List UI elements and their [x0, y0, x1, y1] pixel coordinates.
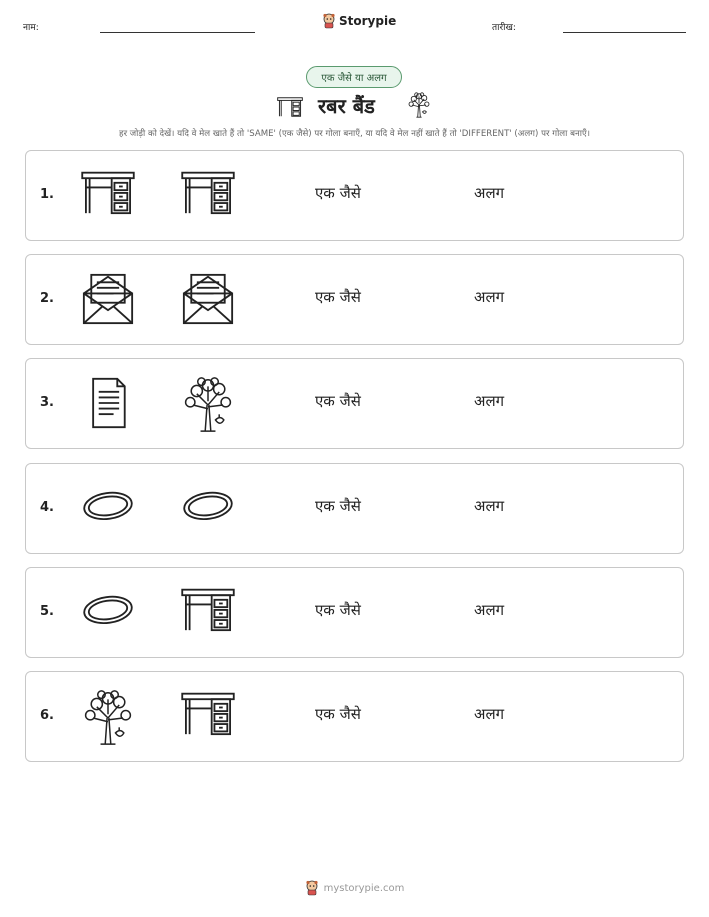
- desk-icon: [276, 96, 304, 118]
- same-option[interactable]: एक जैसे: [315, 184, 361, 202]
- tree-icon: [80, 690, 136, 742]
- title-row: [0, 90, 709, 122]
- question-number: 3.: [40, 395, 54, 410]
- same-option[interactable]: एक जैसे: [315, 497, 361, 515]
- instructions: हर जोड़ी को देखें। यदि वे मेल खाते हैं तो 'SAME' (एक जैसे) पर गोला बनाएँ, या यदि वे मेल नहीं खाते हैं तो 'DIFFERENT' (अलग) पर गोला बनाएँ।: [119, 129, 590, 139]
- storypie-mascot-icon: [305, 880, 319, 896]
- question-number: 4.: [40, 500, 54, 515]
- different-option[interactable]: अलग: [474, 705, 505, 723]
- question-number: 1.: [40, 187, 54, 202]
- name-label: नाम:: [23, 23, 39, 33]
- rubber-band-icon: [80, 586, 136, 638]
- desk-icon: [180, 690, 236, 742]
- question-card: [25, 358, 684, 449]
- different-option[interactable]: अलग: [474, 184, 505, 202]
- footer: [0, 880, 709, 896]
- storypie-mascot-icon: [322, 13, 336, 29]
- desk-icon: [180, 169, 236, 221]
- date-line[interactable]: [563, 32, 686, 33]
- desk-icon: [180, 586, 236, 638]
- different-option[interactable]: अलग: [474, 601, 505, 619]
- desk-icon: [80, 169, 136, 221]
- tree-icon: [180, 377, 236, 429]
- question-card: [25, 671, 684, 762]
- rubber-band-icon: [80, 482, 136, 534]
- page-title: रबर बैंड: [318, 94, 375, 118]
- footer-url: mystorypie.com: [323, 882, 405, 894]
- brand-logo: [322, 13, 396, 29]
- question-number: 6.: [40, 708, 54, 723]
- different-option[interactable]: अलग: [474, 288, 505, 306]
- same-option[interactable]: एक जैसे: [315, 288, 361, 306]
- question-card: [25, 254, 684, 345]
- same-option[interactable]: एक जैसे: [315, 601, 361, 619]
- different-option[interactable]: अलग: [474, 392, 505, 410]
- date-label: तारीख:: [492, 23, 516, 33]
- name-line[interactable]: [100, 32, 255, 33]
- question-card: [25, 150, 684, 241]
- question-number: 5.: [40, 604, 54, 619]
- tree-icon: [406, 90, 432, 120]
- question-number: 2.: [40, 291, 54, 306]
- question-card: [25, 567, 684, 658]
- envelope-icon: [180, 273, 236, 325]
- different-option[interactable]: अलग: [474, 497, 505, 515]
- same-option[interactable]: एक जैसे: [315, 392, 361, 410]
- worksheet-tag: एक जैसे या अलग: [306, 66, 402, 88]
- rubber-band-icon: [180, 482, 236, 534]
- question-card: [25, 463, 684, 554]
- brand-name: Storypie: [339, 14, 397, 28]
- envelope-icon: [80, 273, 136, 325]
- same-option[interactable]: एक जैसे: [315, 705, 361, 723]
- document-icon: [80, 377, 136, 429]
